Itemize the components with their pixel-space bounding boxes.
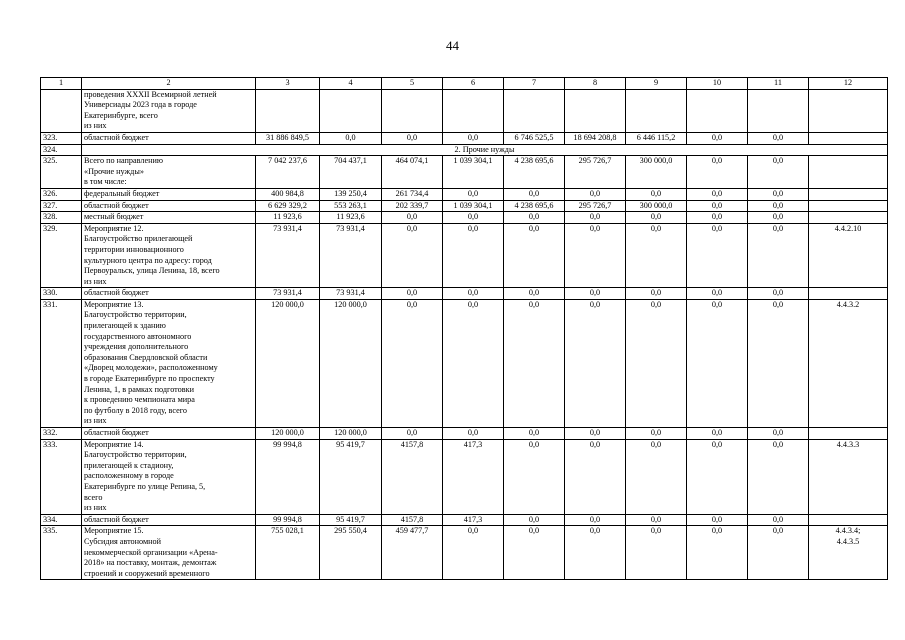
- value-cell: 459 477,7: [382, 526, 443, 580]
- value-cell: 4157,8: [382, 514, 443, 526]
- table-row: [41, 200, 888, 212]
- header-cell: 12: [809, 78, 888, 90]
- value-cell: 0,0: [748, 223, 809, 288]
- row-number: 327.: [41, 200, 82, 212]
- value-cell: [626, 89, 687, 132]
- table-row: [41, 428, 888, 440]
- value-cell: 0,0: [565, 188, 626, 200]
- value-cell: 0,0: [748, 132, 809, 144]
- value-cell: 18 694 208,8: [565, 132, 626, 144]
- row-description: областной бюджет: [82, 288, 256, 300]
- value-cell: 0,0: [443, 299, 504, 427]
- value-cell: 0,0: [565, 212, 626, 224]
- value-cell: 0,0: [320, 132, 382, 144]
- value-cell: 0,0: [626, 212, 687, 224]
- budget-table: [40, 77, 888, 580]
- value-cell: 1 039 304,1: [443, 156, 504, 189]
- row-number: 325.: [41, 156, 82, 189]
- value-cell: 755 028,1: [256, 526, 320, 580]
- row-number: 335.: [41, 526, 82, 580]
- row-description: Мероприятие 14. Благоустройство территории, прилегающей к стадиону, расположенному в городе Екатеринбурге по улице Репина, 5, всего из них: [82, 439, 256, 514]
- value-cell: 120 000,0: [256, 428, 320, 440]
- value-cell: 0,0: [565, 299, 626, 427]
- value-cell: 1 039 304,1: [443, 200, 504, 212]
- value-cell: 0,0: [748, 439, 809, 514]
- value-cell: 0,0: [626, 223, 687, 288]
- value-cell: 0,0: [626, 299, 687, 427]
- value-cell: 73 931,4: [256, 223, 320, 288]
- value-cell: 73 931,4: [256, 288, 320, 300]
- value-cell: 295 550,4: [320, 526, 382, 580]
- value-cell: 0,0: [565, 223, 626, 288]
- reference-cell: [809, 156, 888, 189]
- value-cell: 120 000,0: [320, 428, 382, 440]
- value-cell: 0,0: [626, 514, 687, 526]
- value-cell: 553 263,1: [320, 200, 382, 212]
- value-cell: 0,0: [382, 288, 443, 300]
- value-cell: 0,0: [443, 288, 504, 300]
- value-cell: 0,0: [687, 428, 748, 440]
- value-cell: 300 000,0: [626, 156, 687, 189]
- value-cell: 400 984,8: [256, 188, 320, 200]
- value-cell: 0,0: [748, 156, 809, 189]
- row-description: Мероприятие 12. Благоустройство прилегающей территории инновационного культурного центра по адресу: город Первоуральск, улица Ленина, 18, всего из них: [82, 223, 256, 288]
- value-cell: 295 726,7: [565, 156, 626, 189]
- header-cell: 1: [41, 78, 82, 90]
- value-cell: 0,0: [748, 200, 809, 212]
- value-cell: 0,0: [504, 288, 565, 300]
- row-number: 329.: [41, 223, 82, 288]
- page-number: 44: [446, 38, 459, 53]
- reference-cell: [809, 514, 888, 526]
- value-cell: 0,0: [443, 428, 504, 440]
- row-number: 333.: [41, 439, 82, 514]
- section-title: 2. Прочие нужды: [82, 144, 888, 156]
- row-number: [41, 89, 82, 132]
- value-cell: [748, 89, 809, 132]
- row-description: проведения XXXII Всемирной летней Универсиады 2023 года в городе Екатеринбурге, всего из них: [82, 89, 256, 132]
- value-cell: 0,0: [443, 223, 504, 288]
- value-cell: 0,0: [382, 223, 443, 288]
- row-number: 328.: [41, 212, 82, 224]
- value-cell: 300 000,0: [626, 200, 687, 212]
- value-cell: [443, 89, 504, 132]
- value-cell: 0,0: [748, 188, 809, 200]
- value-cell: 261 734,4: [382, 188, 443, 200]
- table-row: [41, 526, 888, 580]
- value-cell: 0,0: [443, 188, 504, 200]
- table-row: [41, 212, 888, 224]
- value-cell: [504, 89, 565, 132]
- value-cell: 0,0: [626, 428, 687, 440]
- row-description: областной бюджет: [82, 428, 256, 440]
- value-cell: 0,0: [626, 188, 687, 200]
- header-cell: 8: [565, 78, 626, 90]
- value-cell: 0,0: [687, 200, 748, 212]
- value-cell: 417,3: [443, 439, 504, 514]
- value-cell: 0,0: [687, 299, 748, 427]
- value-cell: 4157,8: [382, 439, 443, 514]
- value-cell: 464 074,1: [382, 156, 443, 189]
- header-row: [41, 78, 888, 90]
- value-cell: 0,0: [382, 299, 443, 427]
- reference-cell: [809, 428, 888, 440]
- value-cell: [687, 89, 748, 132]
- value-cell: 0,0: [382, 428, 443, 440]
- reference-cell: 4.4.3.4; 4.4.3.5: [809, 526, 888, 580]
- value-cell: 6 446 115,2: [626, 132, 687, 144]
- reference-cell: [809, 288, 888, 300]
- value-cell: 0,0: [504, 514, 565, 526]
- value-cell: 0,0: [382, 132, 443, 144]
- table-row: [41, 439, 888, 514]
- header-cell: 5: [382, 78, 443, 90]
- row-description: федеральный бюджет: [82, 188, 256, 200]
- table-row: [41, 188, 888, 200]
- value-cell: 31 886 849,5: [256, 132, 320, 144]
- value-cell: 0,0: [443, 132, 504, 144]
- value-cell: 0,0: [443, 212, 504, 224]
- value-cell: 95 419,7: [320, 514, 382, 526]
- value-cell: 6 746 525,5: [504, 132, 565, 144]
- header-cell: 2: [82, 78, 256, 90]
- table-row: [41, 223, 888, 288]
- row-number: 330.: [41, 288, 82, 300]
- header-cell: 11: [748, 78, 809, 90]
- reference-cell: [809, 188, 888, 200]
- value-cell: 295 726,7: [565, 200, 626, 212]
- reference-cell: [809, 212, 888, 224]
- reference-cell: 4.4.3.2: [809, 299, 888, 427]
- table-row: [41, 514, 888, 526]
- value-cell: 0,0: [626, 439, 687, 514]
- value-cell: 0,0: [504, 428, 565, 440]
- value-cell: 417,3: [443, 514, 504, 526]
- value-cell: [320, 89, 382, 132]
- row-description: областной бюджет: [82, 132, 256, 144]
- value-cell: 0,0: [504, 299, 565, 427]
- value-cell: 0,0: [687, 188, 748, 200]
- value-cell: 0,0: [748, 299, 809, 427]
- section-row: [41, 144, 888, 156]
- table-row: [41, 299, 888, 427]
- value-cell: 99 994,8: [256, 514, 320, 526]
- value-cell: 0,0: [687, 514, 748, 526]
- row-description: областной бюджет: [82, 514, 256, 526]
- header-cell: 7: [504, 78, 565, 90]
- row-number: 331.: [41, 299, 82, 427]
- value-cell: [256, 89, 320, 132]
- table-row: [41, 132, 888, 144]
- row-number: 332.: [41, 428, 82, 440]
- value-cell: 6 629 329,2: [256, 200, 320, 212]
- value-cell: 0,0: [504, 526, 565, 580]
- reference-cell: 4.4.3.3: [809, 439, 888, 514]
- reference-cell: [809, 132, 888, 144]
- value-cell: 0,0: [687, 156, 748, 189]
- value-cell: 0,0: [504, 223, 565, 288]
- value-cell: 0,0: [687, 223, 748, 288]
- value-cell: 0,0: [687, 132, 748, 144]
- value-cell: 202 339,7: [382, 200, 443, 212]
- value-cell: [565, 89, 626, 132]
- header-cell: 10: [687, 78, 748, 90]
- value-cell: 0,0: [748, 526, 809, 580]
- value-cell: 120 000,0: [256, 299, 320, 427]
- value-cell: 95 419,7: [320, 439, 382, 514]
- value-cell: 0,0: [687, 439, 748, 514]
- value-cell: 73 931,4: [320, 223, 382, 288]
- value-cell: 73 931,4: [320, 288, 382, 300]
- value-cell: 11 923,6: [320, 212, 382, 224]
- row-number: 323.: [41, 132, 82, 144]
- value-cell: 0,0: [565, 428, 626, 440]
- value-cell: 0,0: [687, 526, 748, 580]
- value-cell: 0,0: [504, 212, 565, 224]
- table-row: [41, 89, 888, 132]
- header-cell: 9: [626, 78, 687, 90]
- value-cell: 0,0: [504, 188, 565, 200]
- value-cell: 0,0: [626, 288, 687, 300]
- row-description: местный бюджет: [82, 212, 256, 224]
- value-cell: 99 994,8: [256, 439, 320, 514]
- table-row: [41, 156, 888, 189]
- value-cell: 0,0: [626, 526, 687, 580]
- value-cell: 4 238 695,6: [504, 156, 565, 189]
- row-description: Всего по направлению «Прочие нужды» в том числе:: [82, 156, 256, 189]
- value-cell: 0,0: [748, 212, 809, 224]
- row-description: Мероприятие 15. Субсидия автономной некоммерческой организации «Арена- 2018» на поставку, монтаж, демонтаж строений и сооружений временного: [82, 526, 256, 580]
- row-number: 324.: [41, 144, 82, 156]
- row-description: областной бюджет: [82, 200, 256, 212]
- value-cell: 0,0: [687, 288, 748, 300]
- reference-cell: [809, 200, 888, 212]
- value-cell: 11 923,6: [256, 212, 320, 224]
- value-cell: 0,0: [565, 514, 626, 526]
- value-cell: 120 000,0: [320, 299, 382, 427]
- reference-cell: 4.4.2.10: [809, 223, 888, 288]
- value-cell: 7 042 237,6: [256, 156, 320, 189]
- value-cell: 0,0: [382, 212, 443, 224]
- value-cell: 139 250,4: [320, 188, 382, 200]
- value-cell: 0,0: [565, 439, 626, 514]
- header-cell: 3: [256, 78, 320, 90]
- row-description: Мероприятие 13. Благоустройство территории, прилегающей к зданию государственного автономного учреждения дополнительного образования Свердловской области «Дворец молодежи», расположенному в городе Екатеринбурге по проспекту Ленина, 1, в рамках подготовки к проведению чемпионата мира по футболу в 2018 году, всего из них: [82, 299, 256, 427]
- value-cell: 0,0: [687, 212, 748, 224]
- value-cell: 0,0: [748, 428, 809, 440]
- row-number: 334.: [41, 514, 82, 526]
- value-cell: 0,0: [565, 526, 626, 580]
- value-cell: 4 238 695,6: [504, 200, 565, 212]
- header-cell: 4: [320, 78, 382, 90]
- row-number: 326.: [41, 188, 82, 200]
- value-cell: [382, 89, 443, 132]
- value-cell: 0,0: [748, 288, 809, 300]
- reference-cell: [809, 89, 888, 132]
- header-cell: 6: [443, 78, 504, 90]
- value-cell: 0,0: [443, 526, 504, 580]
- table-row: [41, 288, 888, 300]
- value-cell: 0,0: [565, 288, 626, 300]
- value-cell: 0,0: [748, 514, 809, 526]
- value-cell: 0,0: [504, 439, 565, 514]
- value-cell: 704 437,1: [320, 156, 382, 189]
